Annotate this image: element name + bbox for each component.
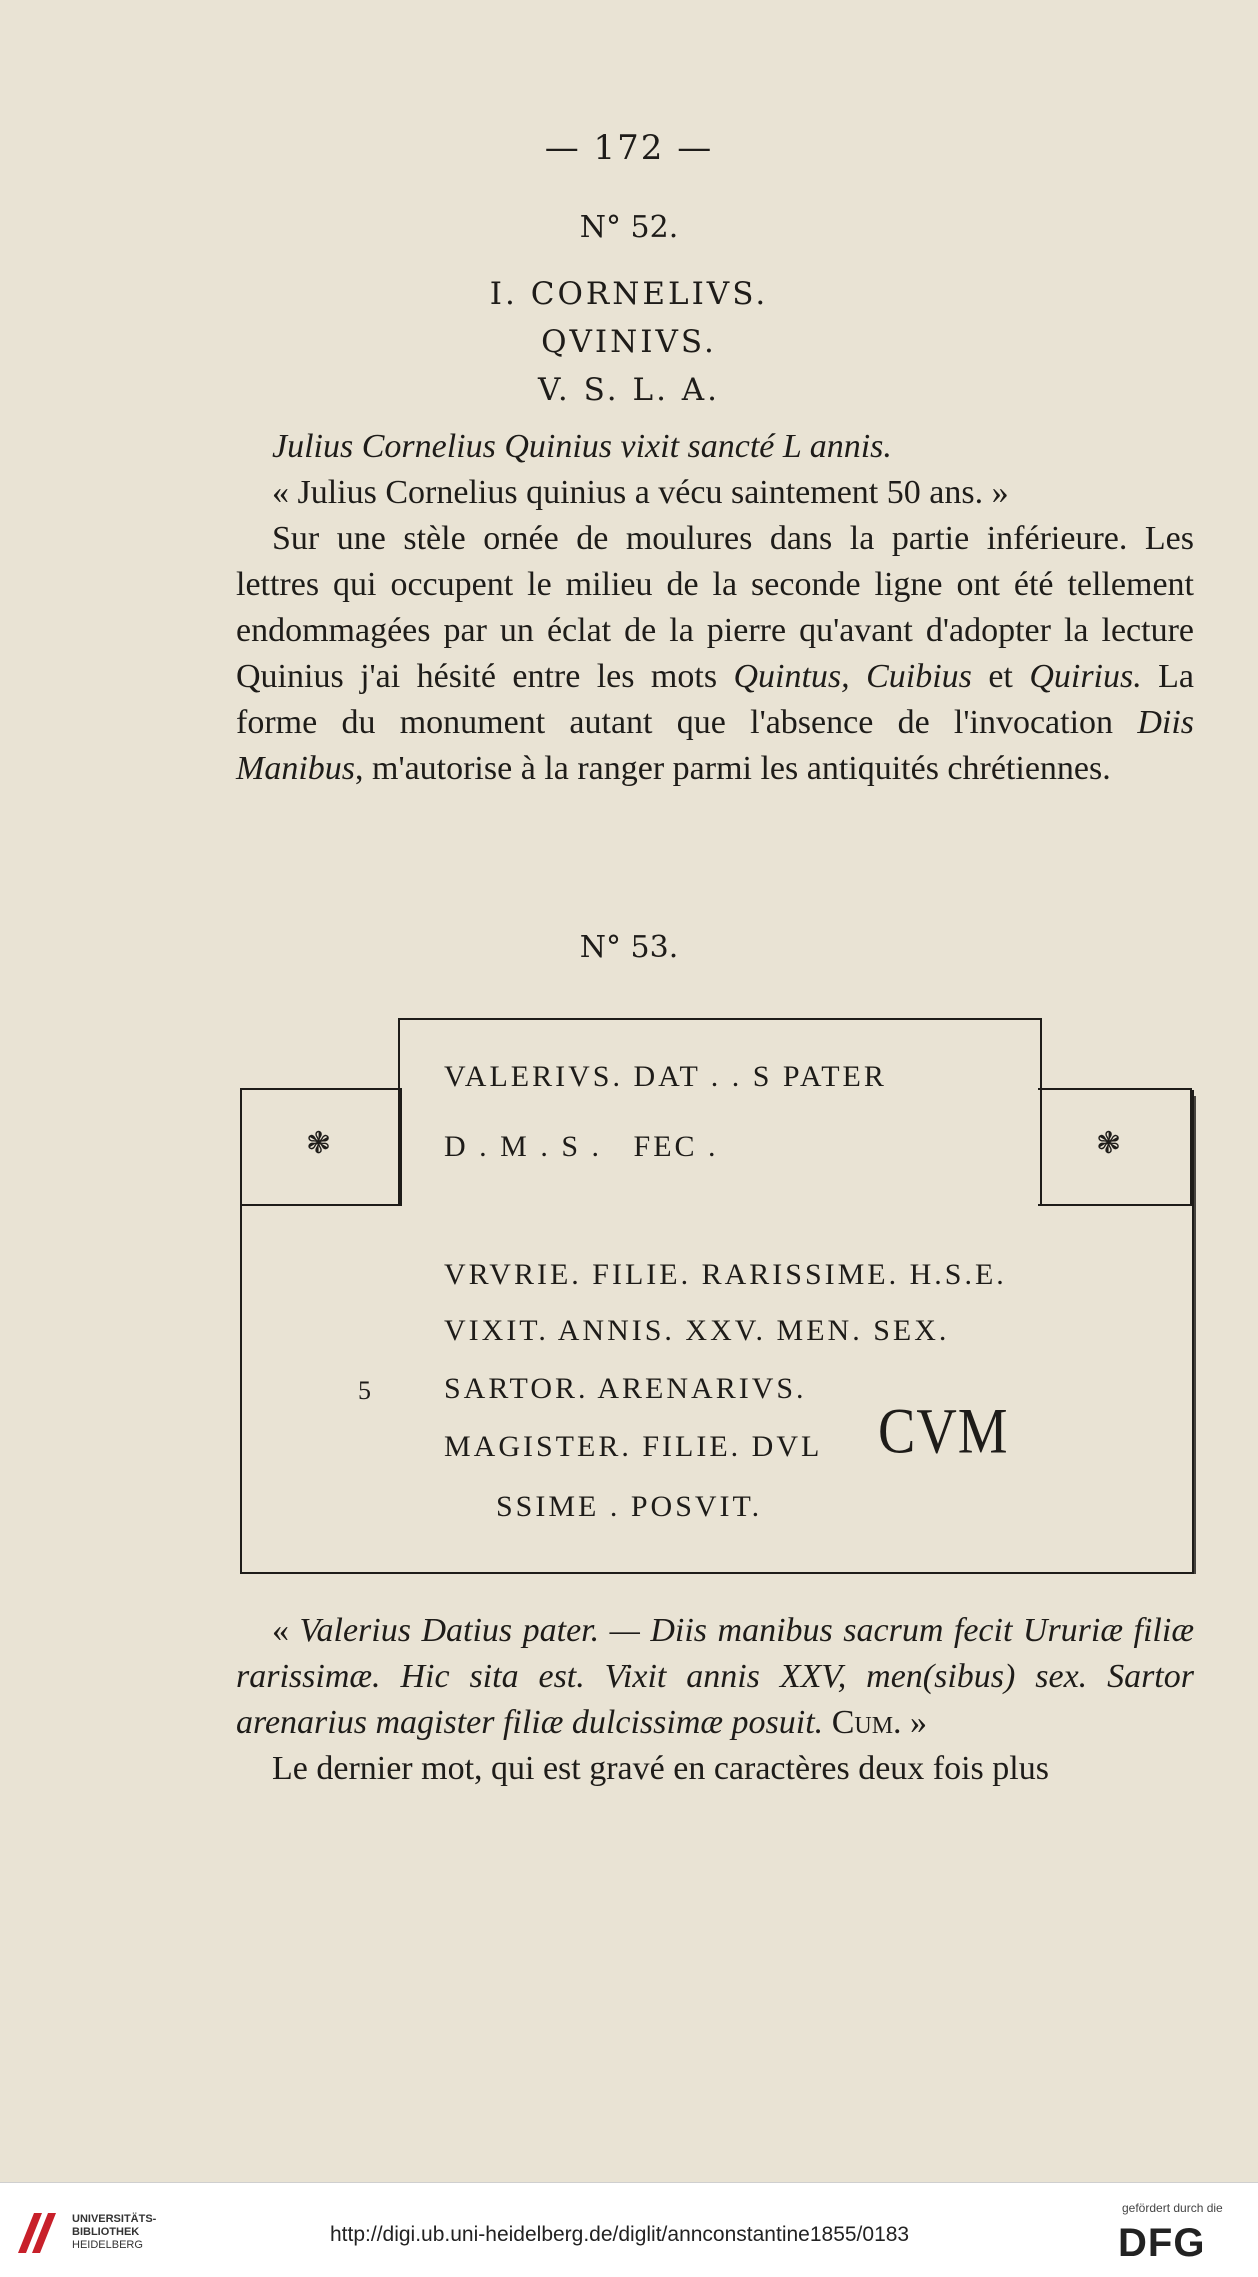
quote-mark: « — [272, 1612, 300, 1649]
commentary-text: , m'autorise à la ranger parmi les antiquités chrétiennes. — [355, 750, 1111, 787]
entry-52-commentary — [236, 516, 1194, 792]
entry-52-text — [236, 424, 1194, 792]
inscription-line-number: 5 — [358, 1376, 371, 1405]
entry-53-text — [236, 1608, 1194, 1792]
entry-52-line-3: V. S. L. A. — [537, 372, 721, 408]
rosette-right-icon: ❃ — [1096, 1126, 1122, 1161]
inscription-line-4: VIXIT. ANNIS. XXV. MEN. SEX. — [444, 1314, 950, 1347]
commentary-word: Diis Manibus — [236, 704, 1194, 787]
entry-52-reading: Julius Cornelius Quinius vixit sancté L annis. — [272, 428, 892, 465]
inscription-line-5: SARTOR. ARENARIVS. — [444, 1372, 807, 1405]
funding-note: gefördert durch die — [1122, 2201, 1223, 2215]
page-number: — 172 — — [544, 128, 714, 168]
commentary-text: La forme du monument autant que l'absence de l'invocation — [236, 658, 1195, 741]
entry-52-line-1: I. CORNELIVS. — [489, 276, 769, 312]
dfg-logo: DFG — [1118, 2221, 1206, 2265]
entry-52-line-2: QVINIVS. — [541, 324, 717, 360]
entry-52-translation: « Julius Cornelius quinius a vécu saintement 50 ans. » — [272, 474, 1009, 511]
entry-53-number: N° 53. — [579, 930, 679, 965]
inscription-line-1: VALERIVS. DAT . . S PATER — [444, 1060, 887, 1093]
commentary-word: Cuibius — [866, 658, 972, 695]
commentary-word: Quirius. — [1029, 658, 1142, 695]
university-library-logo-icon — [12, 2207, 64, 2259]
inscription-line-3: VRVRIE. FILIE. RARISSIME. H.S.E. — [444, 1258, 1007, 1291]
library-line: HEIDELBERG — [72, 2239, 143, 2251]
inscription-line-2: D . M . S . FEC . — [444, 1130, 719, 1163]
commentary-word: Quintus, — [733, 658, 850, 695]
entry-53-continuation: Le dernier mot, qui est gravé en caractères deux fois plus — [272, 1750, 1049, 1787]
reading-text: Valerius Datius pater. — Diis manibus sacrum fecit Ururiæ filiæ rarissimæ. Hic sita est. Vixit annis XXV, men(sibus) sex. Sartor arenarius magister filiæ dulcissimæ posuit. — [236, 1612, 1194, 1741]
quote-mark: » — [901, 1704, 928, 1741]
library-line: BIBLIOTHEK — [72, 2226, 140, 2238]
entry-52-number: N° 52. — [579, 210, 679, 245]
university-library-name — [72, 2213, 156, 2252]
reading-cum: Cum. — [823, 1704, 902, 1741]
permalink-url[interactable]: http://digi.ub.uni-heidelberg.de/diglit/annconstantine1855/0183 — [330, 2223, 910, 2246]
library-line: UNIVERSITÄTS- — [72, 2213, 157, 2225]
commentary-text: Sur une stèle ornée de moulures dans la partie inférieure. Les lettres qui occupent le milieu de la seconde ligne ont été tellement endommagées par un éclat de la pierre qu'avant d'adopter la lecture Quinius j'ai hésité entre les mots — [236, 520, 1194, 695]
viewer-footer — [0, 2182, 1258, 2277]
commentary-text: et — [971, 658, 1030, 695]
inscription-line-7: SSIME . POSVIT. — [496, 1490, 763, 1523]
rosette-left-icon: ❃ — [306, 1126, 332, 1161]
inscription-large-word: CVM — [878, 1396, 1009, 1468]
entry-53-reading — [236, 1608, 1194, 1746]
inscription-line-6: MAGISTER. FILIE. DVL — [444, 1430, 823, 1463]
